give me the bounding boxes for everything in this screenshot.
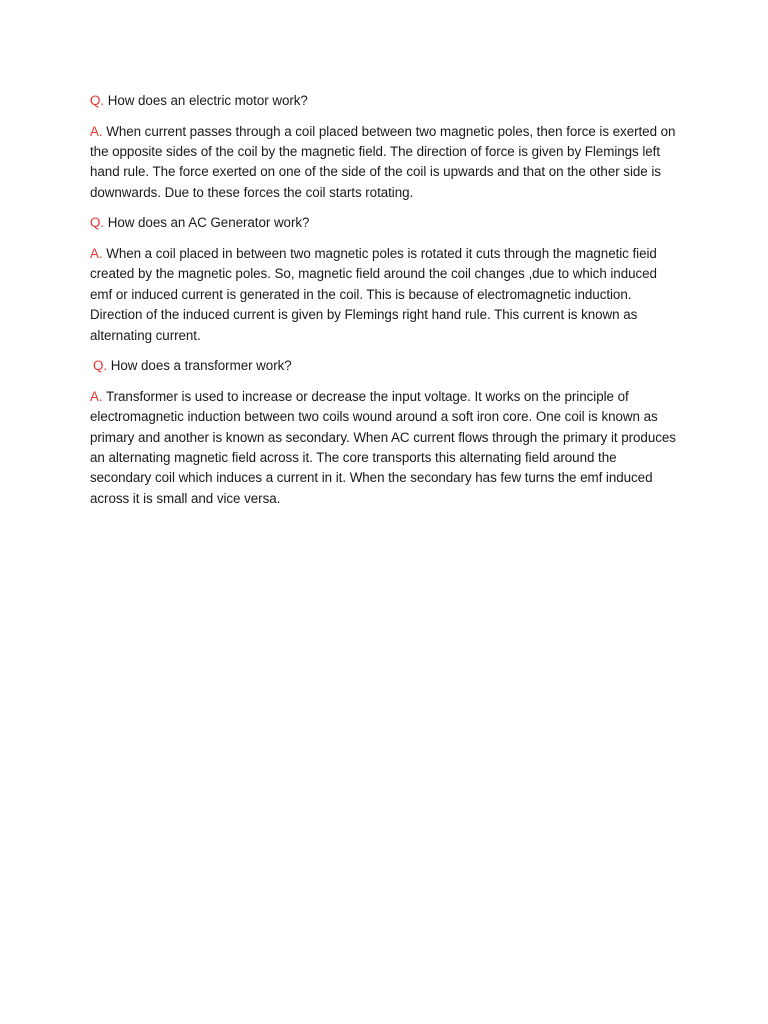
answer-2 xyxy=(90,244,678,346)
question-marker: Q. xyxy=(90,215,105,231)
document-page xyxy=(90,91,678,519)
question-3 xyxy=(90,356,678,376)
answer-marker: A. xyxy=(90,388,103,404)
answer-marker: A. xyxy=(90,246,103,261)
question-1 xyxy=(90,91,678,111)
answer-3 xyxy=(90,387,678,509)
question-marker: Q. xyxy=(93,358,108,374)
question-text: How does a transformer work? xyxy=(107,358,292,374)
answer-text: When current passes through a coil placed between two magnetic poles, then force is exerted on the opposite sides of the coil by the magnetic field. The direction of force is given by Flemings left hand rule. The force exerted on one of the side of the coil is upwards and that on the other side is downwards. Due to these forces the coil starts rotating. xyxy=(90,123,676,200)
answer-1 xyxy=(90,122,678,204)
question-2 xyxy=(90,213,678,233)
question-marker: Q. xyxy=(90,93,105,108)
answer-text: Transformer is used to increase or decrease the input voltage. It works on the principle of electromagnetic induction between two coils wound around a soft iron core. One coil is known as primary and another is known as secondary. When AC current flows through the primary it produces an alternating magnetic field across it. The core transports this alternating field around the secondary coil which induces a current in it. When the secondary has few turns the emf induced across it is small and vice versa. xyxy=(90,388,676,506)
question-text: How does an electric motor work? xyxy=(104,93,308,108)
question-text: How does an AC Generator work? xyxy=(104,215,310,231)
answer-marker: A. xyxy=(90,123,103,139)
answer-text: When a coil placed in between two magnetic poles is rotated it cuts through the magnetic fieid created by the magnetic poles. So, magnetic field around the coil changes ,due to which induced emf or induced current is generated in the coil. This is because of electromagnetic induction. Direction of the induced current is given by Flemings right hand rule. This current is known as alternating current. xyxy=(90,246,657,343)
